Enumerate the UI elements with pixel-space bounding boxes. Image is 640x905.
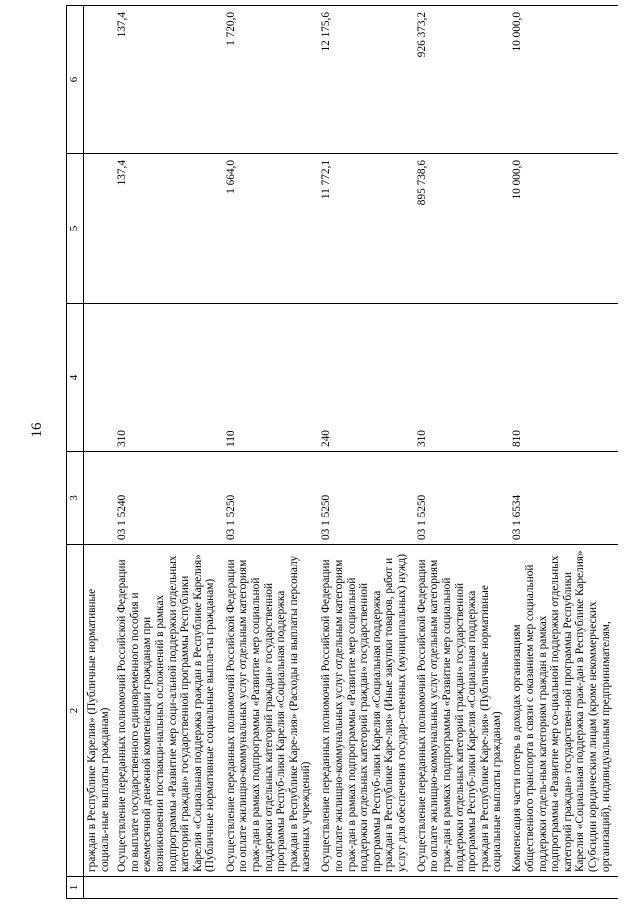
row-kvr: 310 bbox=[414, 304, 510, 452]
row-col1 bbox=[84, 877, 115, 899]
row-description: Осуществление переданных полномочий Российской Федерации по выплате государственного единовременного пособия и ежемесячной денежной компенсации гражданам при возникновении поствакци-нальных осложнений в рамках подпрограммы «Развитие мер соци-альной поддержки отдельных категорий граждан» государственной программы Республики Карелия «Социальная поддержка граждан в Республике Карелия» (Публичные нормативные социальные выпла-ты гражданам) bbox=[114, 545, 223, 877]
table-row bbox=[414, 6, 510, 899]
row-value-5: 895 738,6 bbox=[414, 154, 510, 304]
row-code: 03 1 5250 bbox=[318, 452, 414, 545]
table-row bbox=[114, 6, 223, 899]
row-value-6: 1 720,0 bbox=[223, 6, 319, 154]
table-row bbox=[223, 6, 319, 899]
row-value-6 bbox=[84, 6, 115, 154]
row-col1 bbox=[414, 877, 510, 899]
row-value-5: 1 664,0 bbox=[223, 154, 319, 304]
row-code: 03 1 5250 bbox=[223, 452, 319, 545]
row-description: Осуществление переданных полномочий Российской Федерации по оплате жилищно-коммунальных услуг отдельным категориям граж-дан в рамках подпрограммы «Развитие мер социальной поддержки отдельных категорий граждан» государственной программы Респуб-лики Карелия «Социальная поддержка граждан в Республике Каре-лия» (Расходы на выплаты персоналу казенных учреждений) bbox=[223, 545, 319, 877]
row-description: Компенсация части потерь в доходах организациям общественного транспорта в связи с оказанием мер социальной поддержки отдель-ным категориям граждан в рамках подпрограммы «Развитие мер со-циальной поддержки отдельных категорий граждан» государствен-ной программы Республики Карелия «Социальная поддержка граж-дан в Республике Карелия» (Субсидии юридическим лицам (кроме некоммерческих организаций), индивидуальным предпринимателям, bbox=[509, 545, 618, 877]
table-row bbox=[509, 6, 618, 899]
row-col1 bbox=[318, 877, 414, 899]
page-number: 16 bbox=[29, 422, 45, 438]
row-value-5 bbox=[84, 154, 115, 304]
row-description: Осуществление переданных полномочий Российской Федерации по оплате жилищно-коммунальных услуг отдельным категориям граж-дан в рамках подпрограммы «Развитие мер социальной поддержки отдельных категорий граждан» государственной программы Респуб-лики Карелия «Социальная поддержка граждан в Республике Каре-лия» (Публичные нормативные социальные выплаты гражданам) bbox=[414, 545, 510, 877]
budget-table bbox=[66, 5, 618, 899]
row-col1 bbox=[223, 877, 319, 899]
row-kvr bbox=[84, 304, 115, 452]
header-col-4: 4 bbox=[67, 304, 84, 452]
row-code: 03 1 5250 bbox=[414, 452, 510, 545]
row-value-5: 11 772,1 bbox=[318, 154, 414, 304]
row-kvr: 240 bbox=[318, 304, 414, 452]
header-col-3: 3 bbox=[67, 452, 84, 545]
row-value-6: 926 373,2 bbox=[414, 6, 510, 154]
rotated-table-frame bbox=[66, 6, 618, 899]
row-value-6: 137,4 bbox=[114, 6, 223, 154]
row-description: граждан в Республике Карелия» (Публичные нормативные социаль-ные выплаты гражданам) bbox=[84, 545, 115, 877]
row-col1 bbox=[509, 877, 618, 899]
row-value-6: 12 175,6 bbox=[318, 6, 414, 154]
row-code: 03 1 5240 bbox=[114, 452, 223, 545]
header-col-2: 2 bbox=[67, 545, 84, 877]
row-kvr: 810 bbox=[509, 304, 618, 452]
row-kvr: 310 bbox=[114, 304, 223, 452]
rotated-table-content bbox=[66, 6, 618, 899]
header-row bbox=[67, 6, 84, 899]
row-col1 bbox=[114, 877, 223, 899]
row-value-5: 137,4 bbox=[114, 154, 223, 304]
table-row bbox=[318, 6, 414, 899]
row-value-6: 10 000,0 bbox=[509, 6, 618, 154]
row-code: 03 1 6534 bbox=[509, 452, 618, 545]
header-col-1: 1 bbox=[67, 877, 84, 899]
header-col-6: 6 bbox=[67, 6, 84, 154]
row-value-5: 10 000,0 bbox=[509, 154, 618, 304]
row-kvr: 110 bbox=[223, 304, 319, 452]
table-row bbox=[84, 6, 115, 899]
row-description: Осуществление переданных полномочий Российской Федерации по оплате жилищно-коммунальных услуг отдельным категориям граж-дан в рамках подпрограммы «Развитие мер социальной поддержки отдельных категорий граждан» государственной программы Респуб-лики Карелия «Социальная поддержка граждан в Республике Каре-лия» (Иные закупки товаров, работ и услуг для обеспечения государ-ственных (муниципальных) нужд) bbox=[318, 545, 414, 877]
header-col-5: 5 bbox=[67, 154, 84, 304]
row-code bbox=[84, 452, 115, 545]
